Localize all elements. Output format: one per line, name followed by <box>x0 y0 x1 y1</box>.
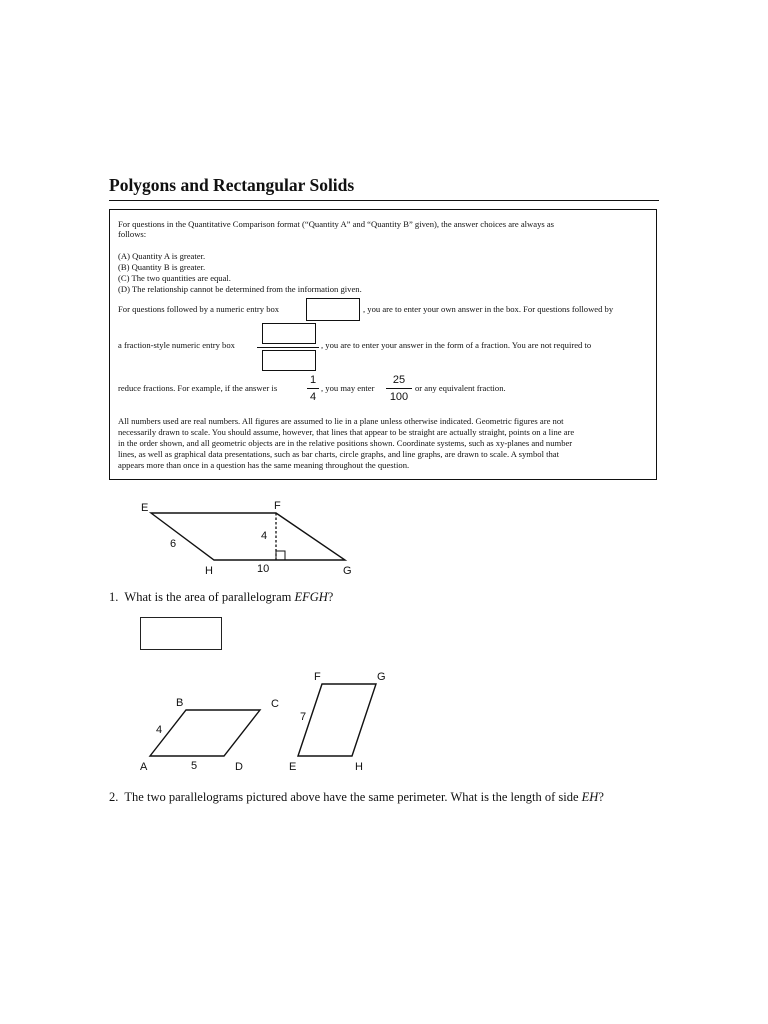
parallelogram-abcd-shape <box>150 710 260 756</box>
vertex-label-f-2: F <box>314 671 321 683</box>
reduce-text-3: or any equivalent fraction. <box>415 383 506 393</box>
vertex-label-g-2: G <box>377 671 386 683</box>
vertex-label-c: C <box>271 698 279 710</box>
fraction-denominator-box-sample <box>262 350 316 371</box>
reduce-text: reduce fractions. For example, if the answer is <box>118 383 278 393</box>
fraction-entry-text: a fraction-style numeric entry box <box>118 340 235 350</box>
reduce-text-2: , you may enter <box>321 383 375 393</box>
title-divider <box>109 200 659 201</box>
question-1-number: 1. <box>109 590 119 604</box>
question-2-number: 2. <box>109 790 119 804</box>
numeric-entry-box-sample <box>306 298 360 321</box>
equiv-denominator: 100 <box>389 391 409 403</box>
qc-intro-line-2: follows: <box>118 229 147 239</box>
question-1-var: EFGH <box>294 590 328 604</box>
question-1-text: What is the area of parallelogram <box>124 590 295 604</box>
two-parallelograms-figure <box>130 664 400 776</box>
fraction-entry-text-2: , you are to enter your answer in the form of a fraction. You are not required to <box>321 340 592 350</box>
fraction-numerator-box-sample <box>262 323 316 344</box>
choice-d: (D) The relationship cannot be determined from the information given. <box>118 284 362 294</box>
equiv-fraction-bar <box>386 388 412 389</box>
side-ab-label: 4 <box>156 724 163 736</box>
vertex-label-d: D <box>235 761 243 773</box>
side-ad-label: 5 <box>191 760 198 772</box>
question-2-var: EH <box>581 790 599 804</box>
qc-intro-line-1: For questions in the Quantitative Comparison format (“Quantity A” and “Quantity B” given), the answer choices are always as <box>118 219 555 229</box>
vertex-label-h-2: H <box>355 761 363 773</box>
parallelogram-efgh-figure <box>130 494 360 580</box>
notes-line-4: lines, as well as graphical data presentations, such as bar charts, circle graphs, and line graphs, are drawn to scale. A symbol that <box>118 449 560 459</box>
vertex-label-b: B <box>176 697 184 709</box>
example-denominator: 4 <box>309 391 317 403</box>
choice-c: (C) The two quantities are equal. <box>118 273 231 283</box>
notes-line-1: All numbers used are real numbers. All figures are assumed to lie in a plane unless otherwise indicated. Geometric figures are not <box>118 416 564 426</box>
vertex-label-a: A <box>140 761 148 773</box>
question-1-end: ? <box>327 590 334 604</box>
vertex-label-f: F <box>274 500 281 512</box>
notes-line-5: appears more than once in a question has the same meaning throughout the question. <box>118 460 410 470</box>
question-1 <box>109 590 333 605</box>
question-2-text: The two parallelograms pictured above have the same perimeter. What is the length of side <box>124 790 582 804</box>
parallelogram-efgh-shape <box>151 513 345 560</box>
section-title: Polygons and Rectangular Solids <box>109 175 355 195</box>
vertex-label-g: G <box>343 565 352 577</box>
height-label: 4 <box>261 530 268 542</box>
numeric-entry-text-2: , you are to enter your own answer in the box. For questions followed by <box>363 304 614 314</box>
notes-line-2: necessarily drawn to scale. You should assume, however, that lines that appear to be straight are actually straight, points on a line are <box>118 427 575 437</box>
example-numerator: 1 <box>309 374 317 386</box>
vertex-label-e-2: E <box>289 761 297 773</box>
instructions-box <box>109 209 657 480</box>
vertex-label-h: H <box>205 565 213 577</box>
side-length-label: 6 <box>170 538 177 550</box>
example-fraction-bar <box>307 388 319 389</box>
choice-a: (A) Quantity A is greater. <box>118 251 206 261</box>
side-ef-label: 7 <box>300 711 307 723</box>
choice-b: (B) Quantity B is greater. <box>118 262 206 272</box>
base-length-label: 10 <box>257 563 270 575</box>
vertex-label-e: E <box>141 502 149 514</box>
equiv-numerator: 25 <box>392 374 406 386</box>
parallelogram-efgh-2-shape <box>298 684 376 756</box>
notes-line-3: in the order shown, and all geometric objects are in the relative positions shown. Coordinate systems, such as xy-planes and number <box>118 438 573 448</box>
question-2-end: ? <box>598 790 604 804</box>
question-2 <box>109 790 604 805</box>
fraction-bar-sample <box>257 347 319 348</box>
answer-entry-box-q1[interactable] <box>140 617 222 650</box>
numeric-entry-text: For questions followed by a numeric entry box <box>118 304 280 314</box>
right-angle-marker <box>276 551 285 560</box>
